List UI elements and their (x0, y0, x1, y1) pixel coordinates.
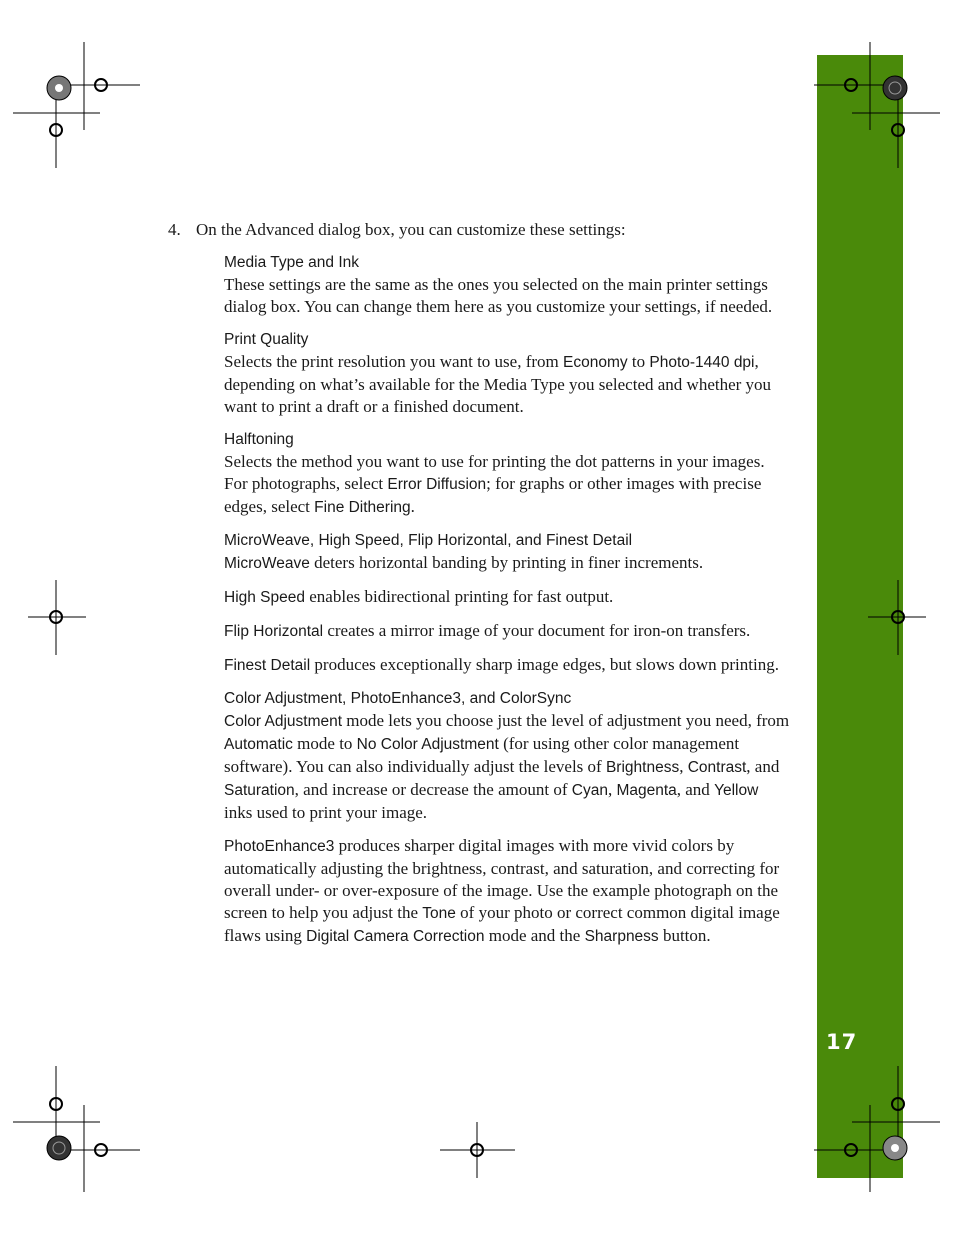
section-heading: MicroWeave, High Speed, Flip Horizontal, and Finest Detail (224, 532, 633, 549)
step-text: On the Advanced dialog box, you can customize these settings: (196, 220, 626, 239)
section-heading: Print Quality (224, 331, 309, 348)
section-heading: Color Adjustment, PhotoEnhance3, and ColorSync (224, 690, 572, 707)
section-heading: Media Type and Ink (224, 254, 360, 271)
page-number: 17 (826, 1030, 858, 1054)
section-body: Selects the method you want to use for printing the dot patterns in your images. For photographs, select Error Diffusion; for graphs or other images with precise edges, select Fine Dithering. (224, 452, 765, 516)
high-speed-paragraph: High Speed enables bidirectional printing for fast output. (224, 587, 614, 606)
photoenhance-paragraph: PhotoEnhance3 produces sharper digital images with more vivid colors by automatically adjusting the brightness, contrast, and saturation, and correcting for overall under- or over-exposure of the image. Use the example photograph on the screen to help you adjust the Tone of your photo or correct common digital image flaws using Digital Camera Correction mode and the Sharpness button. (224, 836, 780, 945)
section-body: These settings are the same as the ones you selected on the main printer settings dialog box. You can change them here as you customize your settings, if needed. (224, 275, 773, 316)
section-body: Selects the print resolution you want to use, from Economy to Photo-1440 dpi, depending on what’s available for the Media Type you selected and whether you want to print a draft or a finished document. (224, 352, 772, 416)
step-number: 4. (168, 220, 181, 239)
finest-detail-paragraph: Finest Detail produces exceptionally sharp image edges, but slows down printing. (224, 655, 779, 674)
color-adjustment-paragraph: Color Adjustment mode lets you choose just the level of adjustment you need, from Automatic mode to No Color Adjustment (for using other color management software). You can also individually adjust the levels of Brightness, Contrast, and Saturation, and increase or decrease the amount of Cyan, Magenta, and Yellow inks used to print your image. (224, 711, 790, 822)
flip-horizontal-paragraph: Flip Horizontal creates a mirror image of your document for iron-on transfers. (224, 621, 751, 640)
microweave-paragraph: MicroWeave deters horizontal banding by printing in finer increments. (224, 553, 704, 572)
section-heading: Halftoning (224, 431, 294, 448)
